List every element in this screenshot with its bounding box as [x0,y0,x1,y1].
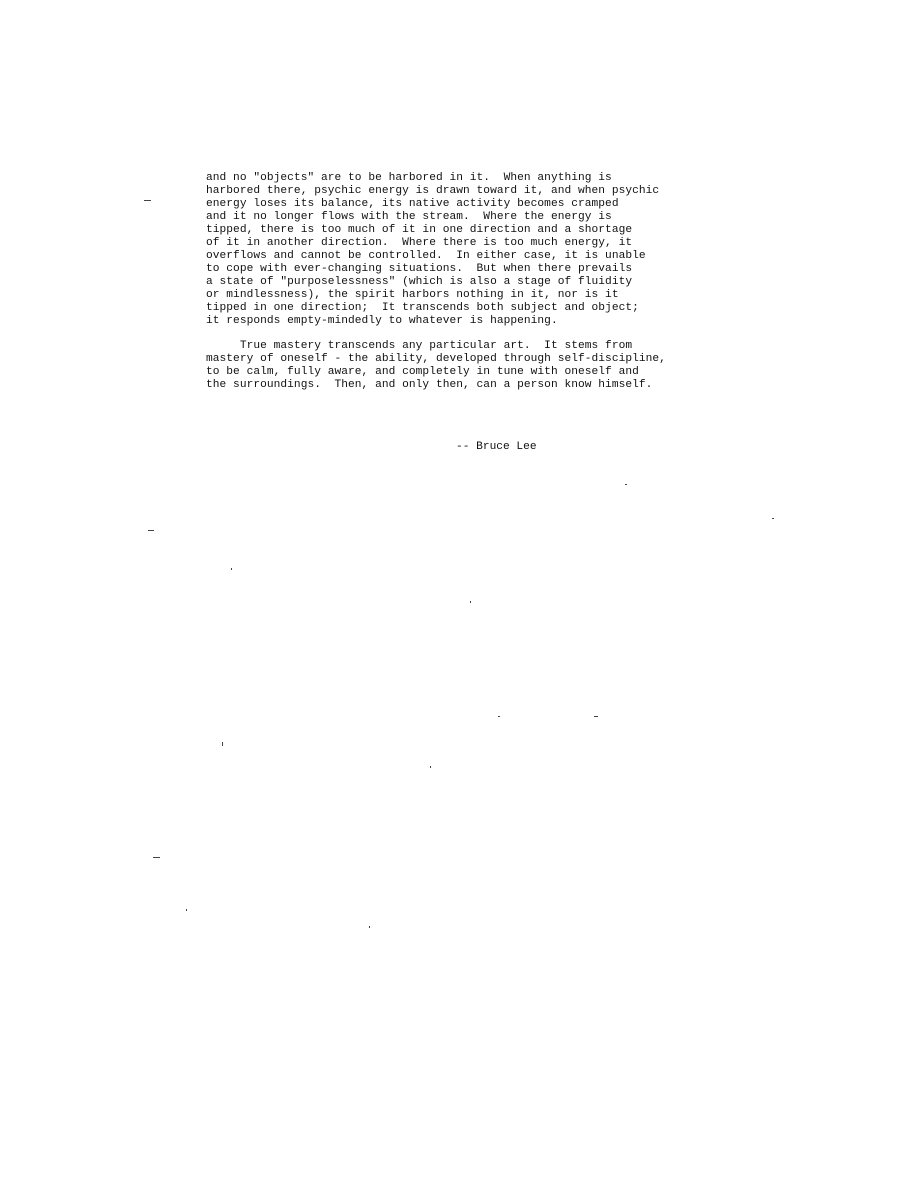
scan-mark [772,518,774,519]
scan-mark [153,857,160,858]
text-line: tipped, there is too much of it in one direction and a shortage [206,224,633,236]
scan-mark [231,568,232,570]
text-line: mastery of oneself - the ability, developed through self-discipline, [206,353,666,365]
scan-mark [148,530,154,531]
scan-mark [222,742,223,746]
scan-mark [144,200,151,201]
scan-mark [430,766,431,768]
text-line: a state of "purposelessness" (which is also a stage of fluidity [206,276,633,288]
text-line: to cope with ever-changing situations. But when there prevails [206,263,633,275]
text-line: energy loses its balance, its native activity becomes cramped [206,198,619,210]
scan-mark [470,601,471,603]
text-line: the surroundings. Then, and only then, can a person know himself. [206,379,653,391]
text-line: it responds empty-mindedly to whatever is happening. [206,315,558,327]
paragraph-mindlessness [206,172,766,328]
text-line: harbored there, psychic energy is drawn toward it, and when psychic [206,185,660,197]
scan-mark [186,909,187,911]
text-line: or mindlessness), the spirit harbors nothing in it, nor is it [206,289,619,301]
text-line: tipped in one direction; It transcends both subject and object; [206,302,639,314]
scan-mark [369,926,370,928]
signature: -- Bruce Lee [456,441,537,453]
scan-mark [625,484,627,485]
text-line: overflows and cannot be controlled. In either case, it is unable [206,250,646,262]
scan-mark [594,716,598,717]
text-line: and it no longer flows with the stream. Where the energy is [206,211,612,223]
paragraph-true-mastery [206,340,766,392]
text-line: and no "objects" are to be harbored in it. When anything is [206,172,612,184]
text-line: True mastery transcends any particular art. It stems from [206,340,633,352]
text-line: to be calm, fully aware, and completely in tune with oneself and [206,366,639,378]
scan-mark [498,716,500,717]
text-line: of it in another direction. Where there is too much energy, it [206,237,633,249]
